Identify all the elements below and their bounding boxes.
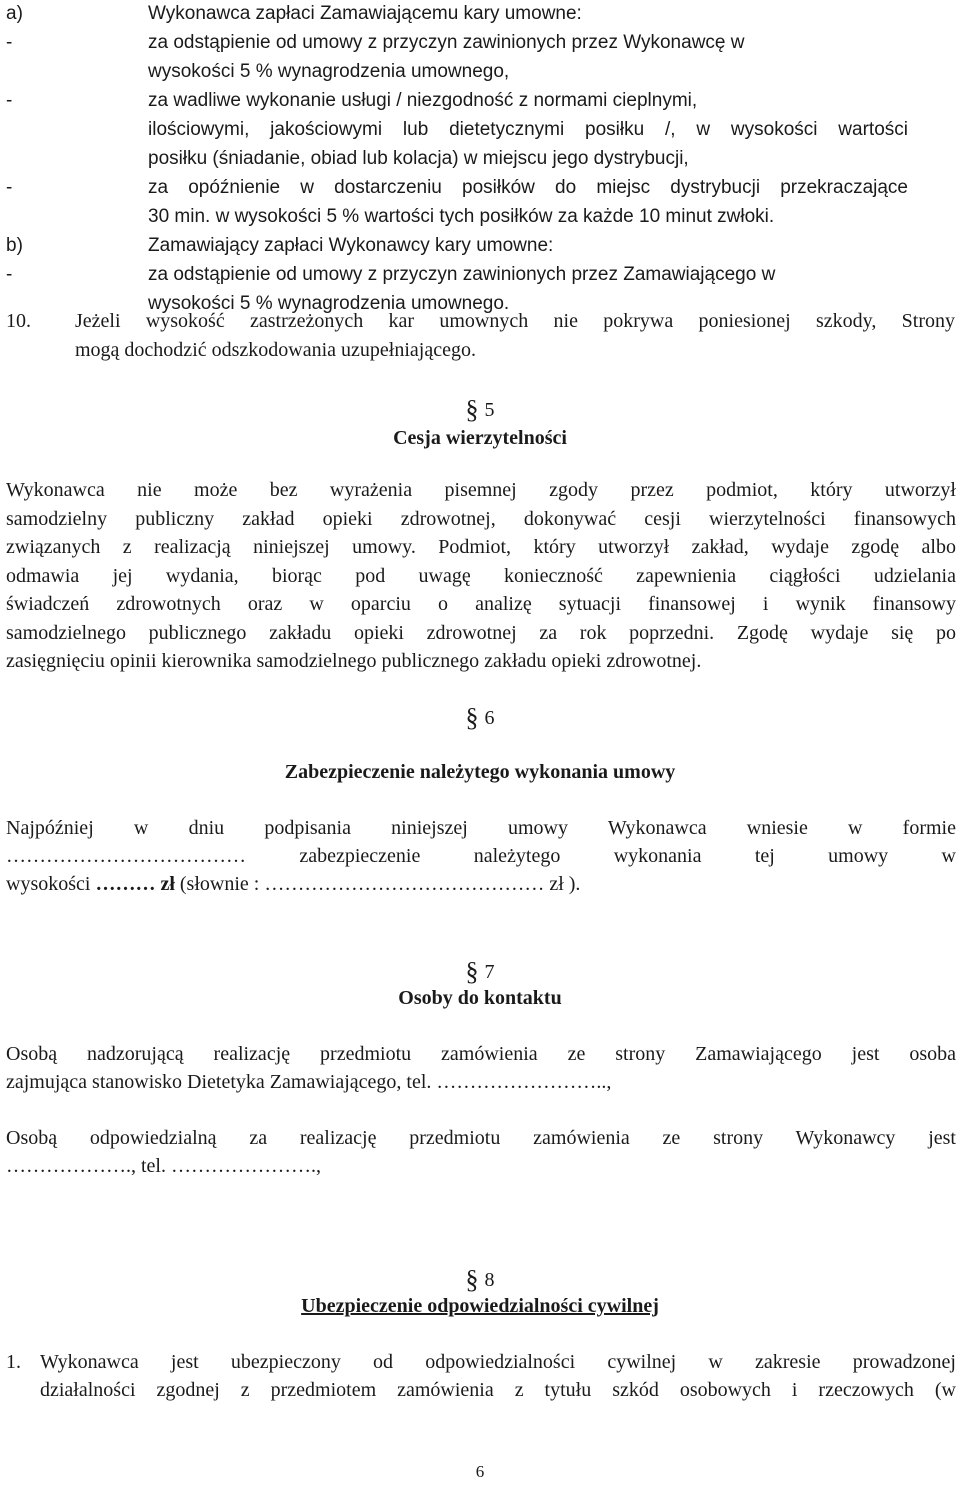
- section-8-heading: [0, 1266, 960, 1294]
- section-5-line: świadczeń zdrowotnych oraz w oparciu o analizę sytuacji finansowej i wynik finansowy: [6, 593, 956, 615]
- section-symbol: §: [465, 957, 479, 986]
- section-5-line: związanych z realizacją niniejszej umowy. Podmiot, który utworzył zakład, wydaje zgodę albo: [6, 536, 956, 558]
- section-5-line: samodzielny publiczny zakład opieki zdrowotnej, dokonywać cesji wierzytelności finansowych: [6, 507, 956, 530]
- page-number: 6: [475, 1462, 485, 1481]
- penalty-marker: -: [6, 90, 13, 111]
- section-symbol: §: [465, 703, 479, 732]
- section-7-p2-line-1: Osobą odpowiedzialną za realizację przedmiotu zamówienia ze strony Wykonawcy jest: [6, 1127, 956, 1149]
- section-6-line-2: ……………………………… zabezpieczenie należytego wykonania tej umowy w: [6, 845, 956, 867]
- section-8-marker: 1.: [6, 1351, 21, 1373]
- section-number: 6: [484, 707, 495, 729]
- amount-label: wysokości: [6, 873, 96, 895]
- section-8-line-1: Wykonawca jest ubezpieczony od odpowiedzialności cywilnej w zakresie prowadzonej: [40, 1351, 956, 1373]
- section-5-line: samodzielnego publicznego zakładu opieki zdrowotnej za rok poprzedni. Zgodę wydaje się po: [6, 621, 956, 644]
- section-5-line: odmawia jej wydania, biorąc pod uwagę konieczność zapewnienia ciągłości udzielania: [6, 564, 956, 587]
- point-10-marker: 10.: [6, 310, 31, 332]
- section-7-p2-line-2: ………………., tel. ………………….,: [6, 1155, 321, 1177]
- section-number: 5: [484, 399, 495, 421]
- penalty-marker: a): [6, 3, 23, 24]
- section-8-title: Ubezpieczenie odpowiedzialności cywilnej: [301, 1295, 659, 1317]
- section-5-title: Cesja wierzytelności: [393, 427, 567, 449]
- section-7-heading: [0, 958, 960, 986]
- penalty-line: wysokości 5 % wynagrodzenia umownego,: [148, 61, 510, 82]
- section-7-title: Osoby do kontaktu: [398, 987, 562, 1009]
- section-8-line-2: działalności zgodnej z przedmiotem zamówienia z tytułu szkód osobowych i rzeczowych (w: [40, 1379, 956, 1401]
- section-symbol: §: [465, 1265, 479, 1294]
- penalty-line: Wykonawca zapłaci Zamawiającemu kary umowne:: [148, 3, 582, 24]
- penalty-line: wysokości 5 % wynagrodzenia umownego.: [148, 293, 510, 314]
- section-7-p1-line-1: Osobą nadzorującą realizację przedmiotu zamówienia ze strony Zamawiającego jest osoba: [6, 1043, 956, 1065]
- section-6-title: Zabezpieczenie należytego wykonania umowy: [284, 761, 676, 783]
- penalty-line: Zamawiający zapłaci Wykonawcy kary umowne:: [148, 235, 554, 256]
- amount-words: (słownie : …………………………………… zł ).: [174, 873, 581, 895]
- penalty-marker: b): [6, 235, 23, 256]
- section-symbol: §: [465, 395, 479, 424]
- penalty-line: posiłku (śniadanie, obiad lub kolacja) w miejscu jego dystrybucji,: [148, 148, 689, 169]
- penalty-marker: -: [6, 177, 13, 198]
- section-number: 8: [484, 1269, 495, 1291]
- point-10-line-1: Jeżeli wysokość zastrzeżonych kar umownych nie pokrywa poniesionej szkody, Strony: [75, 310, 955, 332]
- penalty-marker: -: [6, 264, 13, 285]
- section-5-heading: [0, 396, 960, 424]
- penalty-line: za odstąpienie od umowy z przyczyn zawinionych przez Wykonawcę w: [148, 32, 745, 53]
- section-6-line-1: Najpóźniej w dniu podpisania niniejszej umowy Wykonawca wniesie w formie: [6, 817, 956, 839]
- penalty-line: ilościowymi, jakościowymi lub dietetycznymi posiłku /, w wysokości wartości: [148, 119, 908, 140]
- section-6-line-3: [6, 870, 580, 898]
- point-10-line-2: mogą dochodzić odszkodowania uzupełniającego.: [75, 339, 476, 361]
- penalty-line: 30 min. w wysokości 5 % wartości tych posiłków za każde 10 minut zwłoki.: [148, 206, 775, 227]
- penalty-line: za odstąpienie od umowy z przyczyn zawinionych przez Zamawiającego w: [148, 264, 776, 285]
- penalty-line: za opóźnienie w dostarczeniu posiłków do miejsc dystrybucji przekraczające: [148, 177, 908, 198]
- amount-placeholder: ……… zł: [95, 873, 175, 895]
- penalty-marker: -: [6, 32, 13, 53]
- section-5-line: Wykonawca nie może bez wyrażenia pisemnej zgody przez podmiot, który utworzył: [6, 479, 956, 501]
- section-number: 7: [484, 961, 495, 983]
- section-7-p1-line-2: zajmująca stanowisko Dietetyka Zamawiającego, tel. ……………………..,: [6, 1071, 612, 1093]
- section-5-line: zasięgnięciu opinii kierownika samodzielnego publicznego zakładu opieki zdrowotnej.: [6, 650, 702, 672]
- section-6-heading: [0, 704, 960, 732]
- penalty-line: za wadliwe wykonanie usługi / niezgodność z normami cieplnymi,: [148, 90, 698, 111]
